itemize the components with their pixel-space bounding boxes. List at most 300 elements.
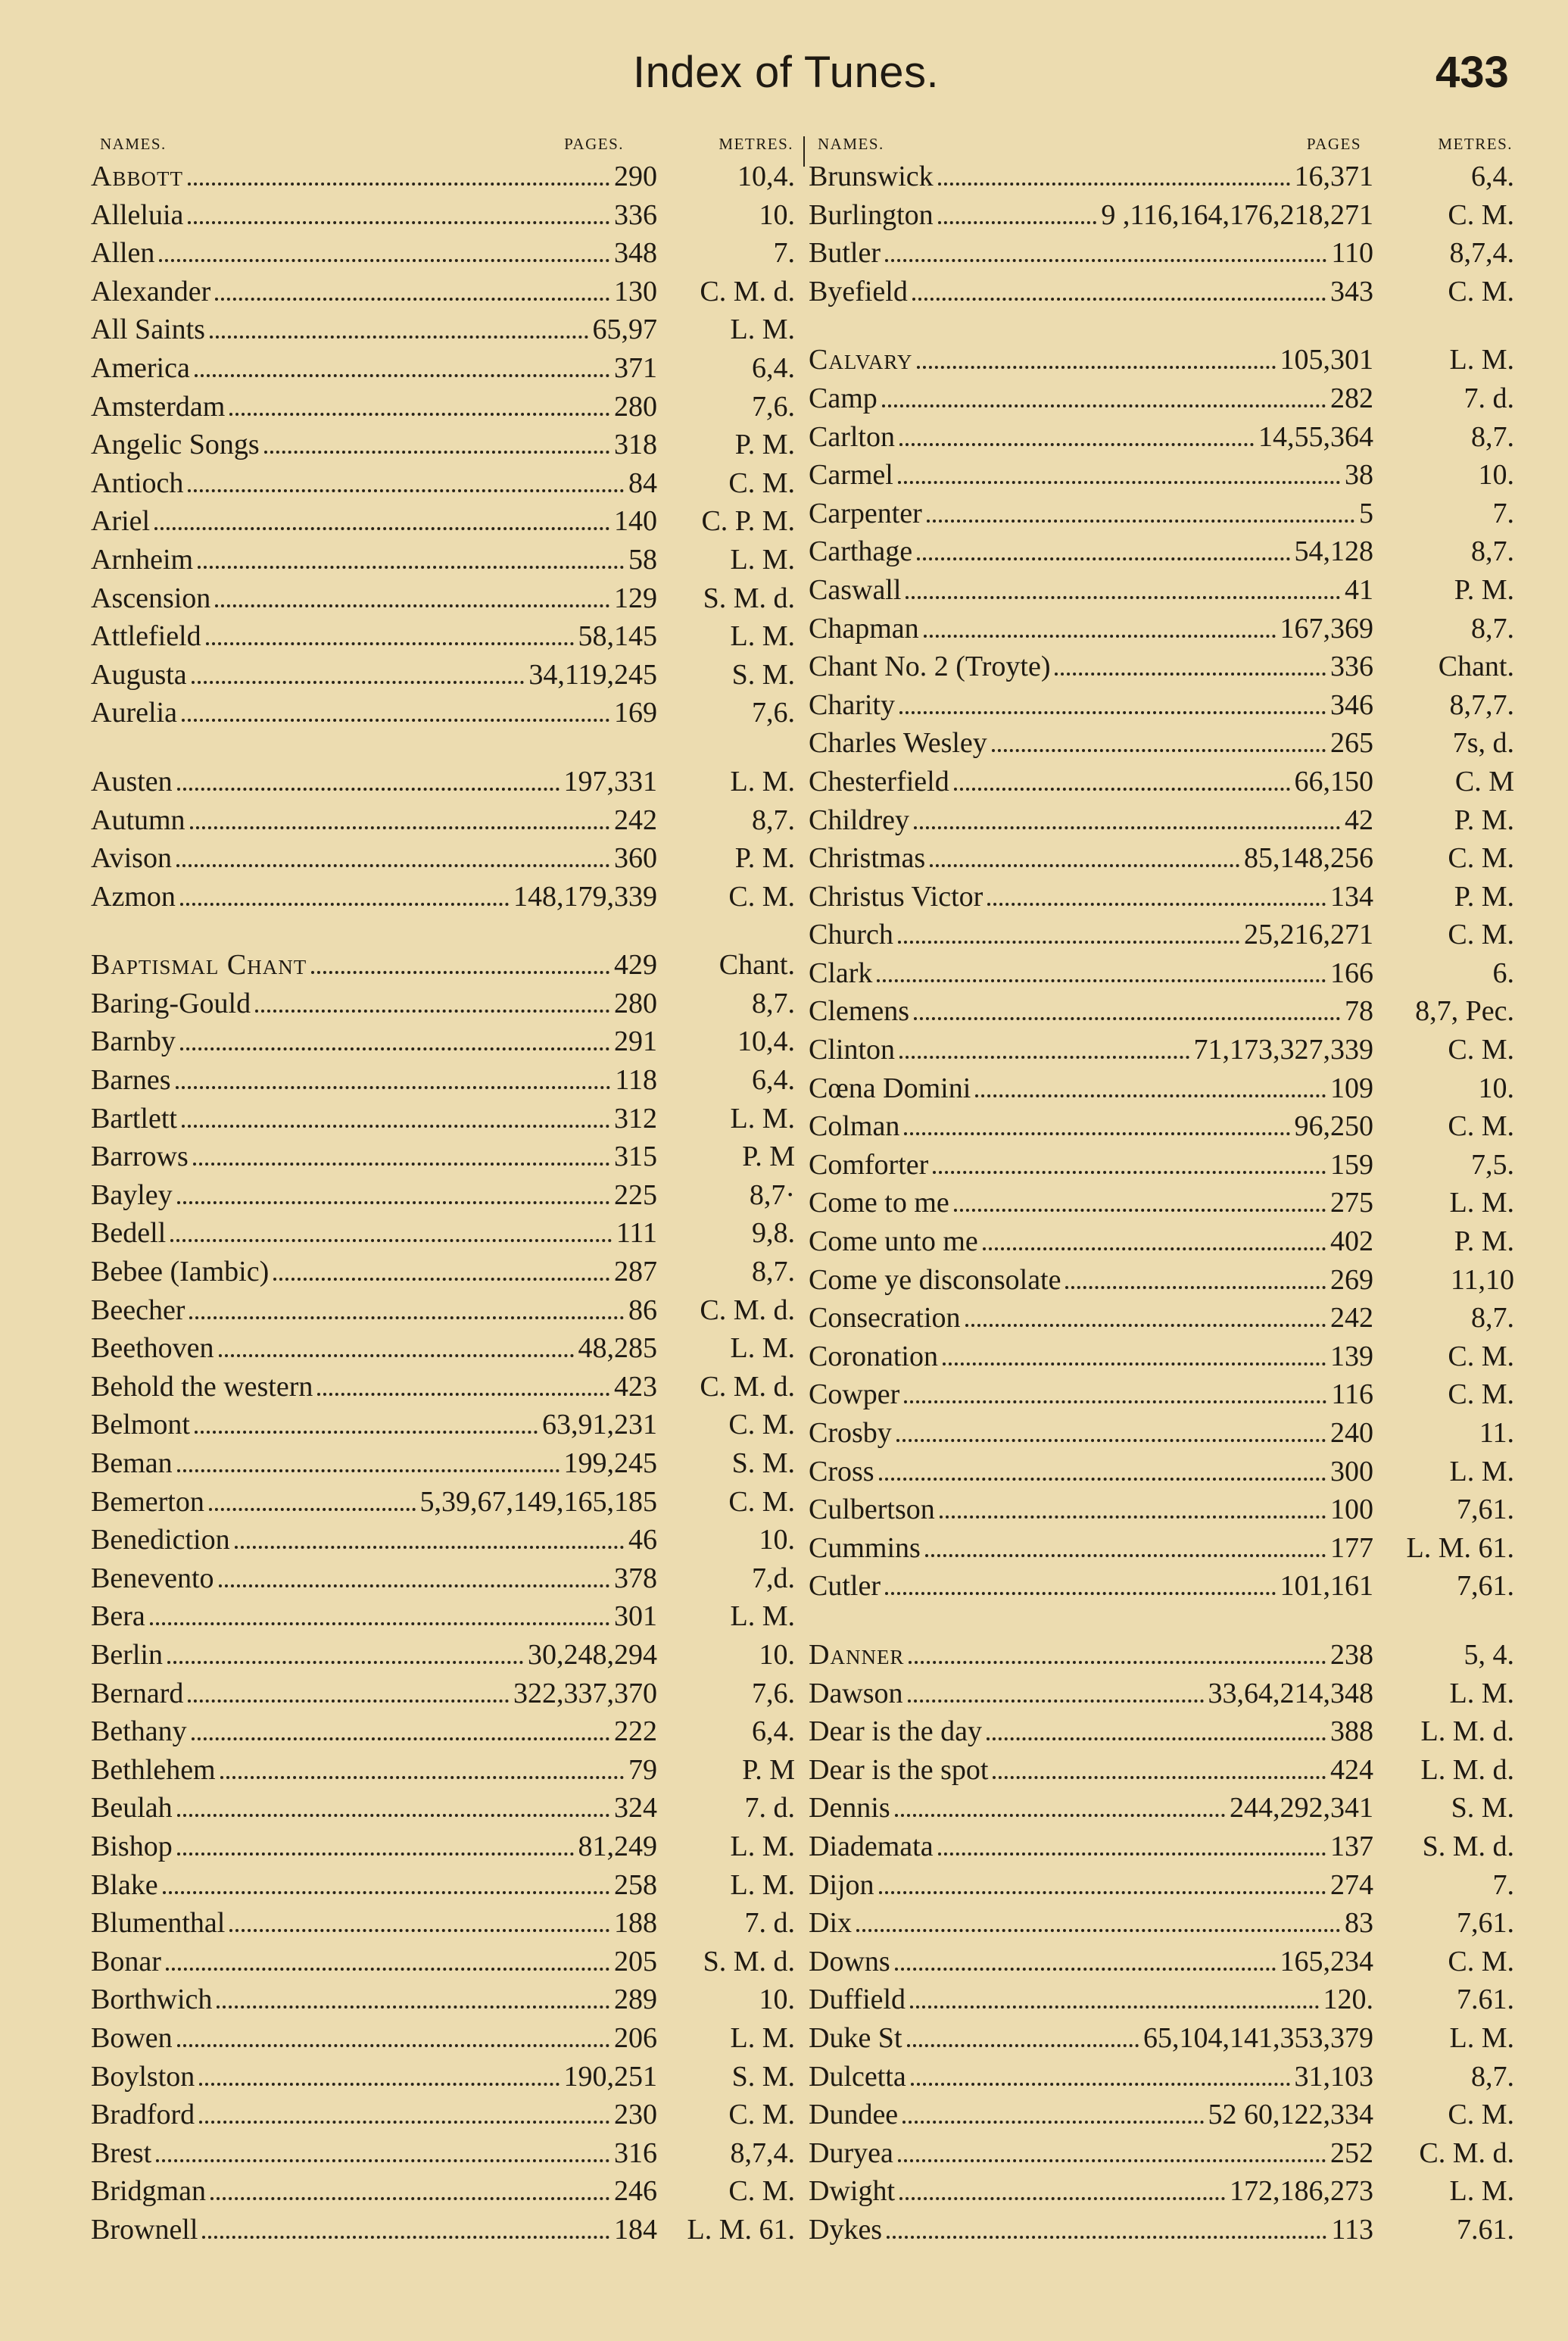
tune-metre: 7,61. <box>1457 1494 1514 1526</box>
tune-metre: 7,6. <box>752 697 795 729</box>
index-entry <box>809 1789 1514 1828</box>
tune-pages: 148,179,339 <box>513 880 657 913</box>
tune-pages: 84 <box>628 467 657 499</box>
tune-name: Charity <box>809 688 895 721</box>
index-entry <box>91 1751 795 1790</box>
tune-pages: 316 <box>614 2137 657 2169</box>
index-entry <box>809 1031 1514 1069</box>
index-entry <box>91 1675 795 1713</box>
tune-pages: 265 <box>1330 727 1373 760</box>
tune-metre: 6,4. <box>752 1064 795 1097</box>
tune-pages: 258 <box>614 1868 657 1901</box>
tune-metre: C. M. d. <box>700 1370 795 1403</box>
tune-name: Cummins <box>809 1531 921 1564</box>
tune-name: Behold the western <box>91 1370 313 1403</box>
tune-metre: 10. <box>759 1638 795 1671</box>
tune-metre: C. M. d. <box>1419 2137 1514 2169</box>
index-entry <box>91 839 795 878</box>
index-entry <box>809 648 1514 686</box>
tune-name: Bowen <box>91 2021 173 2054</box>
dot-leader <box>907 2044 1139 2047</box>
dot-leader <box>235 1546 624 1549</box>
dot-leader <box>177 1469 560 1472</box>
tune-metre: P. M. <box>1454 880 1514 913</box>
tune-metre: 6,4. <box>1471 161 1514 192</box>
pages-heading: PAGES. <box>564 135 624 153</box>
tune-name: Allen <box>91 237 155 270</box>
pages-heading: PAGES <box>1306 135 1361 153</box>
tune-metre: 6,4. <box>752 1715 795 1748</box>
tune-metre: L. M. <box>730 314 795 346</box>
tune-metre: 7,61. <box>1457 1907 1514 1940</box>
tune-name: Dear is the spot <box>809 1753 989 1786</box>
tune-metre: 8,7,4. <box>1449 237 1514 270</box>
dot-leader <box>938 183 1290 186</box>
dot-leader <box>924 635 1276 638</box>
dot-leader <box>209 1508 416 1511</box>
index-entry <box>809 158 1514 196</box>
tune-metre: L. M. <box>1449 344 1514 376</box>
tune-pages: 54,128 <box>1294 535 1373 568</box>
tune-metre: 9,8. <box>752 1217 795 1250</box>
tune-metre: C. M. <box>1448 2099 1514 2131</box>
dot-leader <box>927 520 1354 523</box>
tune-pages: 242 <box>614 804 657 836</box>
tune-pages: 46 <box>628 1524 657 1556</box>
tune-name: Comforter <box>809 1148 929 1181</box>
tune-metre: Chant. <box>719 949 795 982</box>
index-entry <box>809 532 1514 571</box>
index-entry <box>809 610 1514 648</box>
tune-pages: 301 <box>614 1600 657 1633</box>
tune-name: Calvary <box>809 344 913 376</box>
index-entry <box>809 992 1514 1031</box>
index-entry <box>809 1184 1514 1222</box>
tune-name: Arnheim <box>91 543 194 576</box>
index-entry <box>809 341 1514 379</box>
tune-name: Avison <box>91 842 172 875</box>
index-entry <box>91 426 795 464</box>
index-entry <box>91 1559 795 1598</box>
index-entry <box>91 273 795 311</box>
tune-name: Dykes <box>809 2213 883 2246</box>
index-entry <box>809 1414 1514 1453</box>
tune-list-left <box>91 158 795 2249</box>
tune-pages: 378 <box>614 1562 657 1594</box>
column-header <box>91 135 795 158</box>
dot-leader <box>188 1700 509 1703</box>
tune-name: Autumn <box>91 804 185 836</box>
tune-metre: L. M. <box>730 1600 795 1633</box>
tune-name: Borthwich <box>91 1984 213 2016</box>
tune-pages: 109 <box>1330 1072 1373 1104</box>
tune-pages: 5,39,67,149,165,185 <box>419 1485 657 1518</box>
tune-metre: C. M. <box>1448 1378 1514 1411</box>
tune-pages: 33,64,214,348 <box>1208 1677 1373 1709</box>
tune-pages: 111 <box>616 1217 657 1250</box>
tune-pages: 322,337,370 <box>513 1677 657 1709</box>
tune-pages: 65,104,141,353,379 <box>1143 2021 1373 2054</box>
tune-name: Coronation <box>809 1340 938 1372</box>
tune-metre: L. M. <box>1449 1677 1514 1709</box>
tune-metre: C. M. <box>1448 1034 1514 1066</box>
dot-leader <box>190 826 609 829</box>
dot-leader <box>877 979 1326 982</box>
dot-leader <box>219 1354 574 1357</box>
index-entry <box>809 1490 1514 1529</box>
index-entry <box>91 1943 795 1981</box>
index-entry <box>809 234 1514 273</box>
dot-leader <box>182 719 609 722</box>
dot-leader <box>210 336 588 339</box>
tune-metre: S. M. <box>731 1447 795 1479</box>
dot-leader <box>199 2083 559 2086</box>
tune-pages: 244,292,341 <box>1230 1792 1373 1824</box>
tune-name: Dijon <box>809 1868 874 1901</box>
index-entry <box>809 495 1514 533</box>
index-entry <box>91 2172 795 2211</box>
tune-metre: 7,6. <box>752 390 795 423</box>
dot-leader <box>933 1171 1326 1174</box>
tune-pages: 130 <box>614 275 657 307</box>
index-entry <box>809 1636 1514 1675</box>
dot-leader <box>898 481 1340 484</box>
tune-metre: P. M. <box>1454 1225 1514 1258</box>
tune-metre: L. M. <box>730 1830 795 1862</box>
index-entry <box>91 1636 795 1675</box>
tune-metre: 7,61. <box>1457 1570 1514 1603</box>
dot-leader <box>896 1439 1326 1442</box>
tune-pages: 5 <box>1359 497 1373 529</box>
tune-metre: 5, 4. <box>1464 1638 1514 1671</box>
tune-pages: 282 <box>1330 382 1373 414</box>
dot-leader <box>879 1891 1326 1894</box>
index-entry <box>91 2019 795 2058</box>
index-entry <box>91 1291 795 1330</box>
tune-pages: 287 <box>614 1256 657 1288</box>
dot-leader <box>311 971 609 974</box>
dot-leader <box>188 221 609 224</box>
tune-name: Benevento <box>91 1562 214 1594</box>
tune-name: Benediction <box>91 1524 230 1556</box>
index-column-left <box>91 135 795 2249</box>
dot-leader <box>176 864 609 867</box>
tune-metre: S. M. d. <box>703 582 795 614</box>
tune-pages: 184 <box>614 2213 657 2246</box>
tune-metre: L. M. 61. <box>1406 1531 1514 1564</box>
tune-name: Bridgman <box>91 2175 206 2208</box>
column-header <box>809 135 1514 158</box>
dot-leader <box>189 1316 624 1319</box>
tune-metre: 10. <box>759 1524 795 1556</box>
tune-metre: C. M. <box>1448 842 1514 875</box>
tune-name: Berlin <box>91 1638 163 1671</box>
tune-metre: 8,7,4. <box>730 2137 795 2169</box>
dot-leader <box>917 366 1275 369</box>
tune-metre: S. M. <box>731 658 795 691</box>
tune-metre: C. M. <box>728 2175 795 2208</box>
tune-metre: P. M. <box>734 842 795 875</box>
tune-metre: L. M. <box>1449 2175 1514 2208</box>
tune-pages: 101,161 <box>1280 1570 1373 1603</box>
tune-metre: P. M. <box>734 429 795 461</box>
tune-name: Chapman <box>809 612 919 645</box>
tune-name: Carlton <box>809 420 895 453</box>
tune-name: All Saints <box>91 314 205 346</box>
tune-metre: 7. <box>773 237 795 270</box>
tune-name: Burlington <box>809 198 934 231</box>
dot-leader <box>938 1853 1326 1856</box>
tune-metre: 8,7,7. <box>1449 688 1514 721</box>
tune-metre: 7.61. <box>1457 2213 1514 2246</box>
tune-pages: 424 <box>1330 1753 1373 1786</box>
tune-name: Clinton <box>809 1034 896 1066</box>
tune-metre: 10,4. <box>737 161 795 192</box>
index-entry <box>809 1529 1514 1568</box>
tune-pages: 25,216,271 <box>1244 919 1373 951</box>
tune-pages: 79 <box>628 1753 657 1786</box>
tune-metre: C. M. <box>1448 275 1514 307</box>
tune-metre: 10. <box>1478 459 1514 492</box>
dot-leader <box>170 1239 612 1242</box>
tune-pages: 274 <box>1330 1868 1373 1901</box>
dot-leader <box>885 259 1326 262</box>
tune-metre: 7. <box>1492 1868 1514 1901</box>
tune-metre: 6. <box>1492 957 1514 989</box>
tune-metre: L. M. <box>730 1332 795 1365</box>
tune-metre: C. M. <box>728 880 795 913</box>
tune-name: Carmel <box>809 459 893 492</box>
tune-name: Beulah <box>91 1792 173 1824</box>
dot-leader <box>908 1700 1204 1703</box>
tune-metre: 8,7. <box>1471 612 1514 645</box>
tune-pages: 134 <box>1330 880 1373 913</box>
dot-leader <box>954 1209 1326 1212</box>
index-entry <box>809 1146 1514 1185</box>
tune-pages: 165,234 <box>1280 1945 1373 1977</box>
dot-leader <box>202 2236 609 2239</box>
tune-metre: 11,10 <box>1450 1263 1514 1296</box>
tune-pages: 230 <box>614 2099 657 2131</box>
tune-name: Dundee <box>809 2099 899 2131</box>
tune-name: Diademata <box>809 1830 934 1862</box>
tune-list-right <box>809 158 1514 2249</box>
tune-pages: 402 <box>1330 1225 1373 1258</box>
tune-name: Downs <box>809 1945 890 1977</box>
dot-leader <box>887 2236 1326 2239</box>
tune-pages: 48,285 <box>578 1332 657 1365</box>
tune-metre: 10. <box>759 1984 795 2016</box>
dot-leader <box>910 2005 1318 2009</box>
index-entry <box>91 1521 795 1559</box>
index-entry <box>91 656 795 694</box>
tune-metre: 8,7· <box>749 1178 795 1211</box>
tune-metre: 7. d. <box>744 1907 795 1940</box>
index-entry <box>809 1828 1514 1866</box>
tune-metre: C. M <box>1454 765 1514 798</box>
tune-pages: 429 <box>614 949 657 982</box>
dot-leader <box>176 1086 611 1089</box>
tune-pages: 225 <box>614 1178 657 1211</box>
tune-name: Beman <box>91 1447 173 1479</box>
dot-leader <box>914 1017 1340 1020</box>
dot-leader <box>904 1132 1289 1135</box>
metres-heading: METRES. <box>1438 135 1513 153</box>
tune-pages: 66,150 <box>1294 765 1373 798</box>
tune-pages: 41 <box>1345 573 1373 606</box>
index-entry <box>809 2172 1514 2211</box>
tune-metre: 8,7. <box>1471 535 1514 568</box>
dot-leader <box>177 1814 609 1817</box>
dot-leader <box>895 1968 1276 1971</box>
tune-name: Caswall <box>809 573 902 606</box>
tune-name: Baring-Gould <box>91 987 251 1019</box>
tune-pages: 348 <box>614 237 657 270</box>
tune-name: Chant No. 2 (Troyte) <box>809 651 1051 683</box>
tune-pages: 169 <box>614 697 657 729</box>
names-heading: NAMES. <box>100 135 167 153</box>
dot-leader <box>898 2159 1326 2162</box>
index-entry <box>91 1712 795 1751</box>
tune-pages: 318 <box>614 429 657 461</box>
tune-pages: 100 <box>1330 1494 1373 1526</box>
tune-name: Belmont <box>91 1409 190 1441</box>
tune-name: America <box>91 351 190 384</box>
tune-name: Austen <box>91 765 173 798</box>
index-entry <box>809 1299 1514 1337</box>
tune-name: Brownell <box>91 2213 198 2246</box>
index-entry <box>809 916 1514 954</box>
tune-metre: S. M. <box>731 2060 795 2093</box>
dot-leader <box>938 221 1097 224</box>
index-entry <box>809 1980 1514 2019</box>
index-entry <box>91 1061 795 1100</box>
tune-name: Ascension <box>91 582 211 614</box>
index-entry <box>91 2211 795 2249</box>
tune-pages: 65,97 <box>592 314 657 346</box>
index-entry <box>91 617 795 656</box>
tune-metre: 8,7. <box>752 987 795 1019</box>
index-entry <box>91 1214 795 1253</box>
index-entry <box>91 1789 795 1828</box>
tune-pages: 34,119,245 <box>528 658 657 691</box>
tune-pages: 280 <box>614 390 657 423</box>
tune-pages: 242 <box>1330 1302 1373 1334</box>
tune-name: Clemens <box>809 995 909 1028</box>
tune-pages: 16,371 <box>1294 161 1373 192</box>
tune-metre: L. M. <box>1449 1455 1514 1487</box>
tune-metre: C. P. M. <box>701 505 795 538</box>
tune-metre: C. M. <box>1448 1110 1514 1143</box>
dot-leader <box>198 566 624 569</box>
index-entry <box>809 954 1514 993</box>
index-entry <box>809 1453 1514 1491</box>
dot-leader <box>899 443 1254 446</box>
tune-metre: P. M <box>742 1141 795 1173</box>
tune-pages: 71,173,327,339 <box>1193 1034 1373 1066</box>
tune-name: Amsterdam <box>91 390 226 423</box>
tune-metre: L. M. d. <box>1420 1753 1514 1786</box>
dot-leader <box>899 711 1326 714</box>
tune-pages: 172,186,273 <box>1230 2175 1373 2208</box>
dot-leader <box>195 1431 538 1434</box>
tune-name: Byefield <box>809 275 908 307</box>
tune-metre: C. M. <box>728 1485 795 1518</box>
tune-pages: 300 <box>1330 1455 1373 1487</box>
tune-name: Dennis <box>809 1792 890 1824</box>
dot-leader <box>177 2044 609 2047</box>
tune-metre: L. M. <box>730 1102 795 1135</box>
index-entry <box>809 2096 1514 2134</box>
tune-name: Duffield <box>809 1984 906 2016</box>
tune-name: Butler <box>809 237 881 270</box>
tune-name: Azmon <box>91 880 176 913</box>
tune-pages: 14,55,364 <box>1258 420 1373 453</box>
tune-metre: C. M. <box>1448 1340 1514 1372</box>
dot-leader <box>166 1968 609 1971</box>
dot-leader <box>255 1010 609 1013</box>
tune-metre: P. M. <box>1454 804 1514 836</box>
tune-metre: 8,7. <box>1471 2060 1514 2093</box>
tune-name: Come ye disconsolate <box>809 1263 1061 1296</box>
dot-leader <box>206 642 574 645</box>
index-entry <box>91 801 795 840</box>
index-entry <box>91 196 795 235</box>
index-entry <box>809 2211 1514 2249</box>
tune-metre: L. M. <box>1449 1187 1514 1219</box>
dot-leader <box>167 1661 523 1664</box>
dot-leader <box>856 1929 1340 1932</box>
tune-pages: 116 <box>1331 1378 1373 1411</box>
tune-name: Consecration <box>809 1302 961 1334</box>
dot-leader <box>895 1814 1225 1817</box>
index-entry <box>91 1597 795 1636</box>
index-entry <box>91 2058 795 2096</box>
tune-name: Attlefield <box>91 620 201 653</box>
index-entry <box>809 2134 1514 2173</box>
index-entry <box>809 1675 1514 1713</box>
tune-name: Aurelia <box>91 697 177 729</box>
tune-pages: 129 <box>614 582 657 614</box>
tune-name: Clark <box>809 957 873 989</box>
tune-pages: 42 <box>1345 804 1373 836</box>
dot-leader <box>898 941 1239 944</box>
dot-leader <box>975 1094 1326 1097</box>
tune-name: Christmas <box>809 842 926 875</box>
index-entry <box>91 1329 795 1368</box>
tune-metre: L. M. <box>730 620 795 653</box>
dot-leader <box>911 2083 1290 2086</box>
tune-name: Dwight <box>809 2175 895 2208</box>
index-entry <box>91 311 795 349</box>
tune-metre: 7,6. <box>752 1677 795 1709</box>
dot-leader <box>965 1324 1326 1327</box>
dot-leader <box>1055 673 1326 676</box>
tune-pages: 346 <box>1330 688 1373 721</box>
index-entry <box>91 946 795 985</box>
tune-pages: 315 <box>614 1141 657 1173</box>
tune-metre: 10. <box>759 198 795 231</box>
tune-pages: 139 <box>1330 1340 1373 1372</box>
tune-name: Come unto me <box>809 1225 978 1258</box>
tune-pages: 343 <box>1330 275 1373 307</box>
dot-leader <box>180 1047 609 1050</box>
tune-name: Angelic Songs <box>91 429 260 461</box>
index-entry <box>91 1176 795 1215</box>
tune-pages: 252 <box>1330 2137 1373 2169</box>
tune-metre: C. M. <box>1448 919 1514 951</box>
tune-pages: 336 <box>614 198 657 231</box>
